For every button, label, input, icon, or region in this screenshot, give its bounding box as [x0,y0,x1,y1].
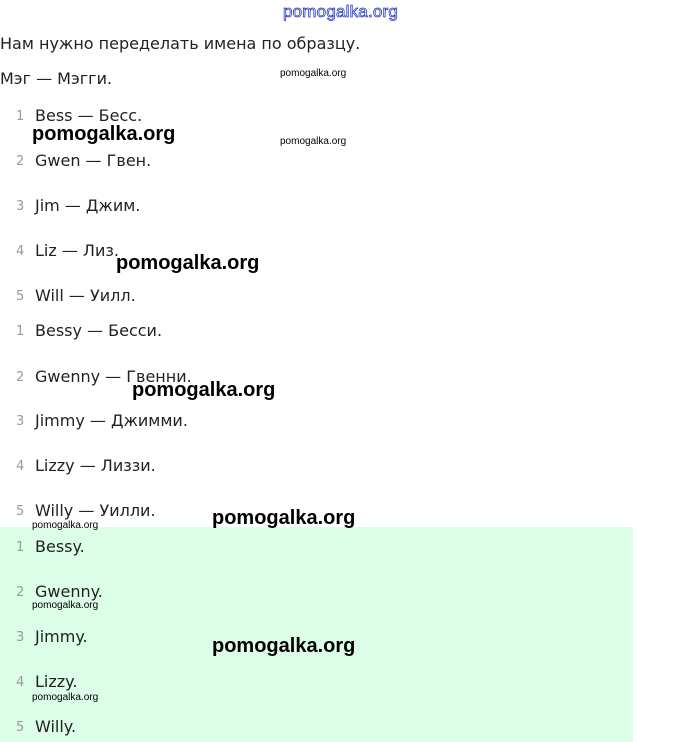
item-text: Bess — Бесс. [35,106,143,125]
watermark: pomogalka.org [32,692,99,703]
item-text: Willy. [35,717,77,736]
watermark: pomogalka.org [32,520,99,531]
item-text: Lizzy. [35,672,78,691]
item-text: Will — Уилл. [35,286,136,305]
watermark: pomogalka.org [32,600,99,611]
watermark: pomogalka.org [32,123,176,145]
item-number: 5 [16,289,25,304]
item-number: 1 [16,324,25,339]
item-number: 3 [16,630,25,645]
example-line: Мэг — Мэгги. [0,69,113,88]
item-text: Bessy — Бесси. [35,321,163,340]
item-text: Bessy. [35,537,85,556]
item-number: 5 [16,504,25,519]
item-number: 4 [16,244,25,259]
item-text: Liz — Лиз. [35,241,119,260]
item-number: 1 [16,540,25,555]
item-number: 1 [16,109,25,124]
watermark: pomogalka.org [280,136,347,147]
item-text: Gwenny — Гвенни. [35,367,192,386]
item-number: 4 [16,675,25,690]
watermark: pomogalka.org [132,379,276,401]
item-number: 5 [16,720,25,735]
item-text: Gwen — Гвен. [35,151,152,170]
item-text: Lizzy — Лиззи. [35,456,156,475]
item-text: Jim — Джим. [35,196,141,215]
task-instruction: Нам нужно переделать имена по образцу. [0,34,361,53]
item-number: 3 [16,414,25,429]
watermark: pomogalka.org [212,507,356,529]
item-number: 3 [16,199,25,214]
watermark: pomogalka.org [280,68,347,79]
item-number: 2 [16,154,25,169]
item-text: Willy — Уилли. [35,501,156,520]
watermark: pomogalka.org [116,252,260,274]
item-text: Gwenny. [35,582,103,601]
item-number: 2 [16,370,25,385]
watermark: pomogalka.org [212,635,356,657]
item-number: 4 [16,459,25,474]
item-number: 2 [16,585,25,600]
item-text: Jimmy — Джимми. [35,411,188,430]
item-text: Jimmy. [35,627,88,646]
site-logo[interactable]: pomogalka.org [283,2,399,21]
